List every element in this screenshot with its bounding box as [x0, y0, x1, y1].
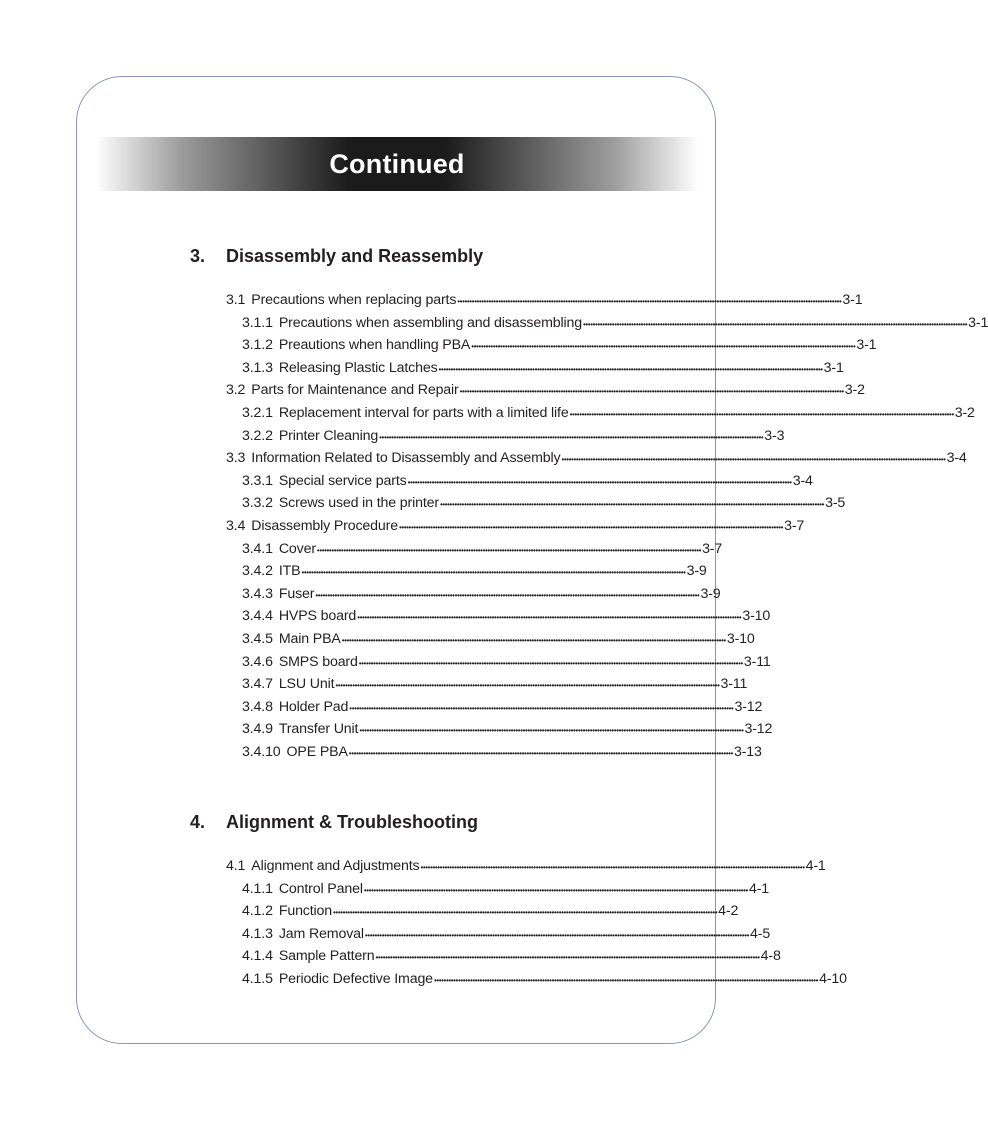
- toc-entry-title: Releasing Plastic Latches: [278, 359, 438, 376]
- toc-entry-page: 4-1: [748, 880, 770, 897]
- toc-entry-page: 3-1: [968, 314, 988, 331]
- dot-leader: ••••••••••••••••••••••••••••••••••••••••••••••••••••••••••••••••••••••••••••••••••••••••••••••••••••••••••••••••••••••••••••••••••••••••••••••••••••••••••••••••: [315, 590, 700, 600]
- toc-entry-number: 3.2: [226, 382, 246, 399]
- toc-entry-title: HVPS board: [278, 608, 357, 625]
- section-title: Alignment & Troubleshooting: [226, 812, 478, 832]
- toc-entry-title: LSU Unit: [278, 676, 335, 693]
- toc-entry-title: Screws used in the printer: [278, 495, 439, 512]
- toc-entry-title: Disassembly Procedure: [251, 517, 398, 534]
- toc-entry[interactable]: [190, 425, 785, 448]
- dot-leader: ••••••••••••••••••••••••••••••••••••••••••••••••••••••••••••••••••••••••••••••••••••••••••••••••••••••••••••••••••••••••••••••••••••••••••••••••••••••••••••••••: [471, 342, 856, 352]
- toc-entry-title: Fuser: [278, 585, 315, 602]
- dot-leader: ••••••••••••••••••••••••••••••••••••••••••••••••••••••••••••••••••••••••••••••••••••••••••••••••••••••••••••••••••••••••••••••••••••••••••••••••••••••••••••••••: [358, 658, 743, 668]
- dot-leader: ••••••••••••••••••••••••••••••••••••••••••••••••••••••••••••••••••••••••••••••••••••••••••••••••••••••••••••••••••••••••••••••••••••••••••••••••••••••••••••••••: [583, 319, 968, 329]
- toc-entry-title: Replacement interval for parts with a limited life: [278, 404, 569, 421]
- toc-entry-title: Printer Cleaning: [278, 427, 379, 444]
- toc-entry-title: SMPS board: [278, 653, 358, 670]
- dot-leader: ••••••••••••••••••••••••••••••••••••••••••••••••••••••••••••••••••••••••••••••••••••••••••••••••••••••••••••••••••••••••••••••••••••••••••••••••••••••••••••••••: [407, 477, 792, 487]
- dot-leader: ••••••••••••••••••••••••••••••••••••••••••••••••••••••••••••••••••••••••••••••••••••••••••••••••••••••••••••••••••••••••••••••••••••••••••••••••••••••••••••••••: [359, 726, 744, 736]
- toc-entry-page: 3-12: [734, 698, 763, 715]
- toc-entry-title: Function: [278, 903, 333, 920]
- toc-entry-title: ITB: [278, 563, 301, 580]
- dot-leader: ••••••••••••••••••••••••••••••••••••••••••••••••••••••••••••••••••••••••••••••••••••••••••••••••••••••••••••••••••••••••••••••••••••••••••••••••••••••••••••••••: [348, 748, 733, 758]
- toc-entry-page: 3-13: [733, 743, 762, 760]
- dot-leader: ••••••••••••••••••••••••••••••••••••••••••••••••••••••••••••••••••••••••••••••••••••••••••••••••••••••••••••••••••••••••••••••••••••••••••••••••••••••••••••••••: [398, 522, 784, 532]
- toc-entry[interactable]: [190, 673, 748, 696]
- toc-entry[interactable]: [190, 334, 877, 357]
- toc-entry-number: 3.1.2: [242, 337, 273, 354]
- toc-entry-number: 3.4.1: [242, 540, 273, 557]
- section-heading: [190, 245, 672, 267]
- toc-entry-number: 4.1: [226, 858, 246, 874]
- dot-leader: ••••••••••••••••••••••••••••••••••••••••••••••••••••••••••••••••••••••••••••••••••••••••••••••••••••••••••••••••••••••••••••••••••••••••••••••••••••••••••••••••: [333, 908, 718, 918]
- toc-entry-page: 3-2: [954, 404, 975, 421]
- toc-entry-page: 3-7: [784, 517, 805, 534]
- toc-entry-list: [190, 289, 988, 763]
- toc-entry[interactable]: [190, 923, 771, 946]
- toc-entry-title: Preautions when handling PBA: [278, 337, 471, 354]
- toc-entry-title: Precautions when assembling and disassembling: [278, 314, 582, 331]
- toc-entry-page: 3-3: [764, 427, 785, 444]
- toc-entry-page: 4-1: [805, 858, 826, 874]
- toc-entry-title: Precautions when replacing parts: [251, 292, 457, 308]
- toc-entry[interactable]: [190, 538, 723, 561]
- toc-entry[interactable]: [190, 878, 770, 901]
- toc-entry-number: 4.1.4: [242, 948, 273, 965]
- dot-leader: ••••••••••••••••••••••••••••••••••••••••••••••••••••••••••••••••••••••••••••••••••••••••••••••••••••••••••••••••••••••••••••••••••••••••••••••••••••••••••••••••: [569, 409, 954, 419]
- toc-entry-number: 3.4.7: [242, 676, 273, 693]
- dot-leader: ••••••••••••••••••••••••••••••••••••••••••••••••••••••••••••••••••••••••••••••••••••••••••••••••••••••••••••••••••••••••••••••••••••••••••••••••••••••••••••••••: [433, 975, 819, 985]
- dot-leader: ••••••••••••••••••••••••••••••••••••••••••••••••••••••••••••••••••••••••••••••••••••••••••••••••••••••••••••••••••••••••••••••••••••••••••••••••••••••••••••••••: [438, 364, 823, 374]
- toc-entry[interactable]: [190, 560, 707, 583]
- section-number: 3.: [190, 246, 206, 266]
- toc-entry-number: 3.3: [226, 450, 246, 467]
- toc-entry-number: 3.4.3: [242, 585, 273, 602]
- toc-entry-number: 3.4.10: [242, 743, 281, 760]
- toc-entry-number: 4.1.3: [242, 925, 273, 942]
- toc-entry-page: 4-5: [750, 925, 771, 942]
- dot-leader: ••••••••••••••••••••••••••••••••••••••••••••••••••••••••••••••••••••••••••••••••••••••••••••••••••••••••••••••••••••••••••••••••••••••••••••••••••••••••••••••••: [357, 613, 742, 623]
- toc-entry[interactable]: [190, 357, 844, 380]
- toc-entry-page: 3-4: [792, 472, 813, 489]
- toc-entry-title: Holder Pad: [278, 698, 349, 715]
- toc-entry-title: Cover: [278, 540, 316, 557]
- dot-leader: ••••••••••••••••••••••••••••••••••••••••••••••••••••••••••••••••••••••••••••••••••••••••••••••••••••••••••••••••••••••••••••••••••••••••••••••••••••••••••••••••: [561, 455, 946, 465]
- toc-entry-title: OPE PBA: [286, 743, 348, 760]
- toc-entry-number: 3.4: [226, 517, 246, 534]
- toc-entry[interactable]: [190, 741, 762, 764]
- toc-entry-page: 3-7: [702, 540, 723, 557]
- section-disassembly: [190, 245, 988, 763]
- toc-entry[interactable]: [190, 379, 865, 402]
- toc-entry-list: [190, 855, 847, 991]
- dot-leader: ••••••••••••••••••••••••••••••••••••••••••••••••••••••••••••••••••••••••••••••••••••••••••••••••••••••••••••••••••••••••••••••••••••••••••••••••••••••••••••••••: [335, 681, 720, 691]
- banner-title: Continued: [329, 148, 465, 179]
- dot-leader: ••••••••••••••••••••••••••••••••••••••••••••••••••••••••••••••••••••••••••••••••••••••••••••••••••••••••••••••••••••••••••••••••••••••••••••••••••••••••••••••••: [375, 953, 760, 963]
- toc-entry[interactable]: [190, 900, 739, 923]
- toc-entry-number: 3.1.1: [242, 314, 273, 331]
- toc-entry-page: 3-1: [823, 359, 844, 376]
- toc-entry-number: 3.1.3: [242, 359, 273, 376]
- toc-entry-number: 3.4.8: [242, 698, 273, 715]
- toc-entry-page: 3-11: [720, 676, 748, 693]
- toc-entry-title: Periodic Defective Image: [278, 970, 433, 987]
- toc-entry[interactable]: [190, 470, 813, 493]
- dot-leader: ••••••••••••••••••••••••••••••••••••••••••••••••••••••••••••••••••••••••••••••••••••••••••••••••••••••••••••••••••••••••••••••••••••••••••••••••••••••••••••••••: [363, 885, 748, 895]
- toc-entry[interactable]: [190, 968, 847, 991]
- toc-entry-number: 3.3.1: [242, 472, 273, 489]
- toc-entry-number: 3.4.6: [242, 653, 273, 670]
- toc-entry-title: Jam Removal: [278, 925, 364, 942]
- toc-entry-page: 3-1: [856, 337, 877, 354]
- toc-entry-page: 4-10: [819, 970, 847, 987]
- toc-entry-number: 3.4.5: [242, 630, 273, 647]
- toc-entry-title: Special service parts: [278, 472, 407, 489]
- dot-leader: ••••••••••••••••••••••••••••••••••••••••••••••••••••••••••••••••••••••••••••••••••••••••••••••••••••••••••••••••••••••••••••••••••••••••••••••••••••••••••••••••: [349, 703, 734, 713]
- toc-entry-page: 3-2: [844, 382, 865, 399]
- toc-entry-number: 3.4.9: [242, 721, 273, 738]
- dot-leader: ••••••••••••••••••••••••••••••••••••••••••••••••••••••••••••••••••••••••••••••••••••••••••••••••••••••••••••••••••••••••••••••••••••••••••••••••••••••••••••••••: [459, 387, 844, 397]
- dot-leader: ••••••••••••••••••••••••••••••••••••••••••••••••••••••••••••••••••••••••••••••••••••••••••••••••••••••••••••••••••••••••••••••••••••••••••••••••••••••••••••••••: [439, 500, 825, 510]
- toc-entry-title: Parts for Maintenance and Repair: [251, 382, 459, 399]
- toc-entry-number: 3.4.2: [242, 563, 273, 580]
- dot-leader: ••••••••••••••••••••••••••••••••••••••••••••••••••••••••••••••••••••••••••••••••••••••••••••••••••••••••••••••••••••••••••••••••••••••••••••••••••••••••••••••••: [301, 568, 686, 578]
- toc-entry-title: Information Related to Disassembly and Assembly: [251, 450, 561, 467]
- toc-entry[interactable]: [190, 447, 967, 470]
- continued-banner: [96, 137, 698, 191]
- dot-leader: ••••••••••••••••••••••••••••••••••••••••••••••••••••••••••••••••••••••••••••••••••••••••••••••••••••••••••••••••••••••••••••••••••••••••••••••••••••••••••••••••: [341, 635, 726, 645]
- toc-entry-number: 3.2.2: [242, 427, 273, 444]
- toc-entry-title: Control Panel: [278, 880, 363, 897]
- toc-entry[interactable]: [190, 696, 763, 719]
- toc-entry[interactable]: [190, 312, 988, 335]
- section-heading: [190, 811, 672, 833]
- toc-entry-page: 3-9: [686, 563, 707, 580]
- toc-entry-number: 4.1.5: [242, 970, 273, 987]
- toc-entry[interactable]: [190, 289, 863, 312]
- toc-entry-page: 3-11: [743, 653, 771, 670]
- toc-entry[interactable]: [190, 515, 805, 538]
- toc-entry[interactable]: [190, 718, 773, 741]
- dot-leader: ••••••••••••••••••••••••••••••••••••••••••••••••••••••••••••••••••••••••••••••••••••••••••••••••••••••••••••••••••••••••••••••••••••••••••••••••••••••••••••••••: [364, 930, 750, 940]
- toc-entry-page: 3-1: [842, 292, 863, 308]
- dot-leader: ••••••••••••••••••••••••••••••••••••••••••••••••••••••••••••••••••••••••••••••••••••••••••••••••••••••••••••••••••••••••••••••••••••••••••••••••••••••••••••••••: [457, 297, 842, 306]
- toc-entry-page: 3-10: [742, 608, 771, 625]
- toc-entry[interactable]: [190, 945, 781, 968]
- section-title: Disassembly and Reassembly: [226, 246, 484, 266]
- dot-leader: ••••••••••••••••••••••••••••••••••••••••••••••••••••••••••••••••••••••••••••••••••••••••••••••••••••••••••••••••••••••••••••••••••••••••••••••••••••••••••••••••: [316, 545, 702, 555]
- toc-entry-page: 3-10: [726, 630, 755, 647]
- toc-entry-page: 4-8: [760, 948, 781, 965]
- toc-entry-number: 3.3.2: [242, 495, 273, 512]
- dot-leader: ••••••••••••••••••••••••••••••••••••••••••••••••••••••••••••••••••••••••••••••••••••••••••••••••••••••••••••••••••••••••••••••••••••••••••••••••••••••••••••••••: [420, 863, 805, 872]
- toc-entry[interactable]: [190, 651, 771, 674]
- section-alignment: [190, 811, 847, 991]
- dot-leader: ••••••••••••••••••••••••••••••••••••••••••••••••••••••••••••••••••••••••••••••••••••••••••••••••••••••••••••••••••••••••••••••••••••••••••••••••••••••••••••••••: [379, 432, 764, 442]
- toc-entry-page: 4-2: [718, 903, 739, 920]
- toc-entry[interactable]: [190, 492, 846, 515]
- toc-entry-number: 4.1.2: [242, 903, 273, 920]
- toc-entry-number: 3.2.1: [242, 404, 273, 421]
- toc-entry[interactable]: [190, 402, 975, 425]
- toc-entry-number: 4.1.1: [242, 880, 273, 897]
- toc-entry-number: 3.4.4: [242, 608, 273, 625]
- toc-entry-page: 3-12: [744, 721, 773, 738]
- toc-entry-page: 3-4: [946, 450, 967, 467]
- toc-entry-title: Sample Pattern: [278, 948, 375, 965]
- toc-entry-page: 3-5: [825, 495, 846, 512]
- toc-entry[interactable]: [190, 855, 826, 878]
- toc-entry-page: 3-9: [700, 585, 721, 602]
- toc-entry[interactable]: [190, 605, 771, 628]
- toc-entry-number: 3.1: [226, 292, 246, 308]
- toc-entry[interactable]: [190, 583, 721, 606]
- section-number: 4.: [190, 812, 206, 832]
- toc-entry-title: Main PBA: [278, 630, 341, 647]
- toc-entry-title: Transfer Unit: [278, 721, 359, 738]
- toc-entry-title: Alignment and Adjustments: [251, 858, 420, 874]
- toc-entry[interactable]: [190, 628, 755, 651]
